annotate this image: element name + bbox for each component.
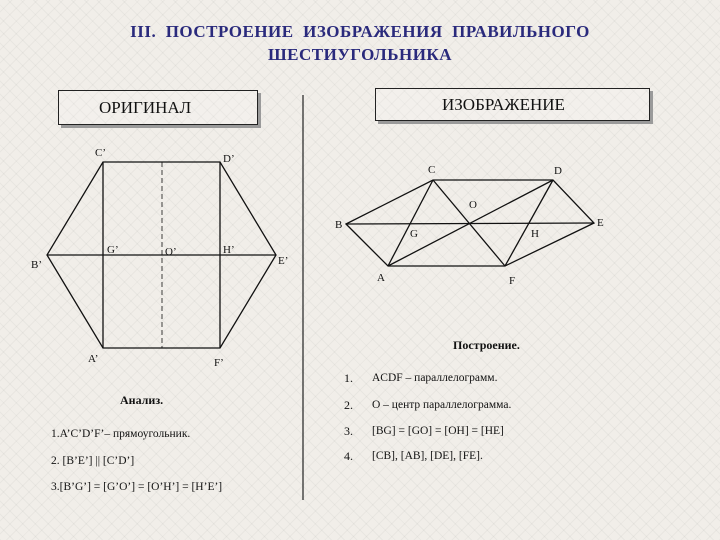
image-label: ИЗОБРАЖЕНИЕ <box>442 94 565 114</box>
label-a-image: A <box>377 272 385 284</box>
label-b-original: B’ <box>31 259 42 271</box>
label-o-original: O’ <box>165 246 177 258</box>
construction-step-text: O – центр параллелограмма. <box>372 399 512 411</box>
title-line-2: ШЕСТИУГОЛЬНИКА <box>267 45 453 64</box>
label-g-original: G’ <box>107 244 119 256</box>
construction-heading: Построение. <box>453 338 520 352</box>
construction-step-number: 1. <box>344 371 353 385</box>
label-g-image: G <box>410 228 418 240</box>
title-line-1: III. ПОСТРОЕНИЕ ИЗОБРАЖЕНИЯ ПРАВИЛЬНОГО <box>130 22 590 41</box>
label-c-image: C <box>428 164 436 176</box>
label-c-original: C’ <box>95 147 106 159</box>
image-point-labels <box>335 164 604 287</box>
label-f-image: F <box>509 275 516 287</box>
label-h-image: H <box>531 228 539 240</box>
label-h-original: H’ <box>223 244 235 256</box>
original-hexagon <box>47 162 276 348</box>
label-e-image: E <box>597 217 604 229</box>
analysis-item: 3.[B’G’] = [G’O’] = [O’H’] = [H’E’] <box>51 481 223 493</box>
original-label: ОРИГИНАЛ <box>99 97 192 117</box>
analysis-item: 1.A’C’D’F’– прямоугольник. <box>51 428 191 440</box>
construction-step-text: [BG] = [GO] = [OH] = [HE] <box>372 425 504 437</box>
label-e-original: E’ <box>278 255 289 267</box>
label-a-original: A’ <box>88 353 99 365</box>
label-d-original: D’ <box>223 153 235 165</box>
label-b-image: B <box>335 219 343 231</box>
analysis-item: 2. [B’E’] || [C’D’] <box>51 455 135 467</box>
analysis-heading: Анализ. <box>120 393 164 407</box>
label-o-image: O <box>469 199 477 211</box>
construction-step-text: [CB], [AB], [DE], [FE]. <box>372 450 483 462</box>
construction-step-text: ACDF – параллелограмм. <box>372 372 498 384</box>
construction-step-number: 3. <box>344 424 353 438</box>
construction-step-number: 4. <box>344 449 353 463</box>
original-point-labels <box>31 147 288 369</box>
label-d-image: D <box>554 165 562 177</box>
segment-ca-image <box>388 180 433 266</box>
label-f-original: F’ <box>214 357 224 369</box>
construction-step-number: 2. <box>344 398 353 412</box>
image-hexagon <box>346 180 594 266</box>
